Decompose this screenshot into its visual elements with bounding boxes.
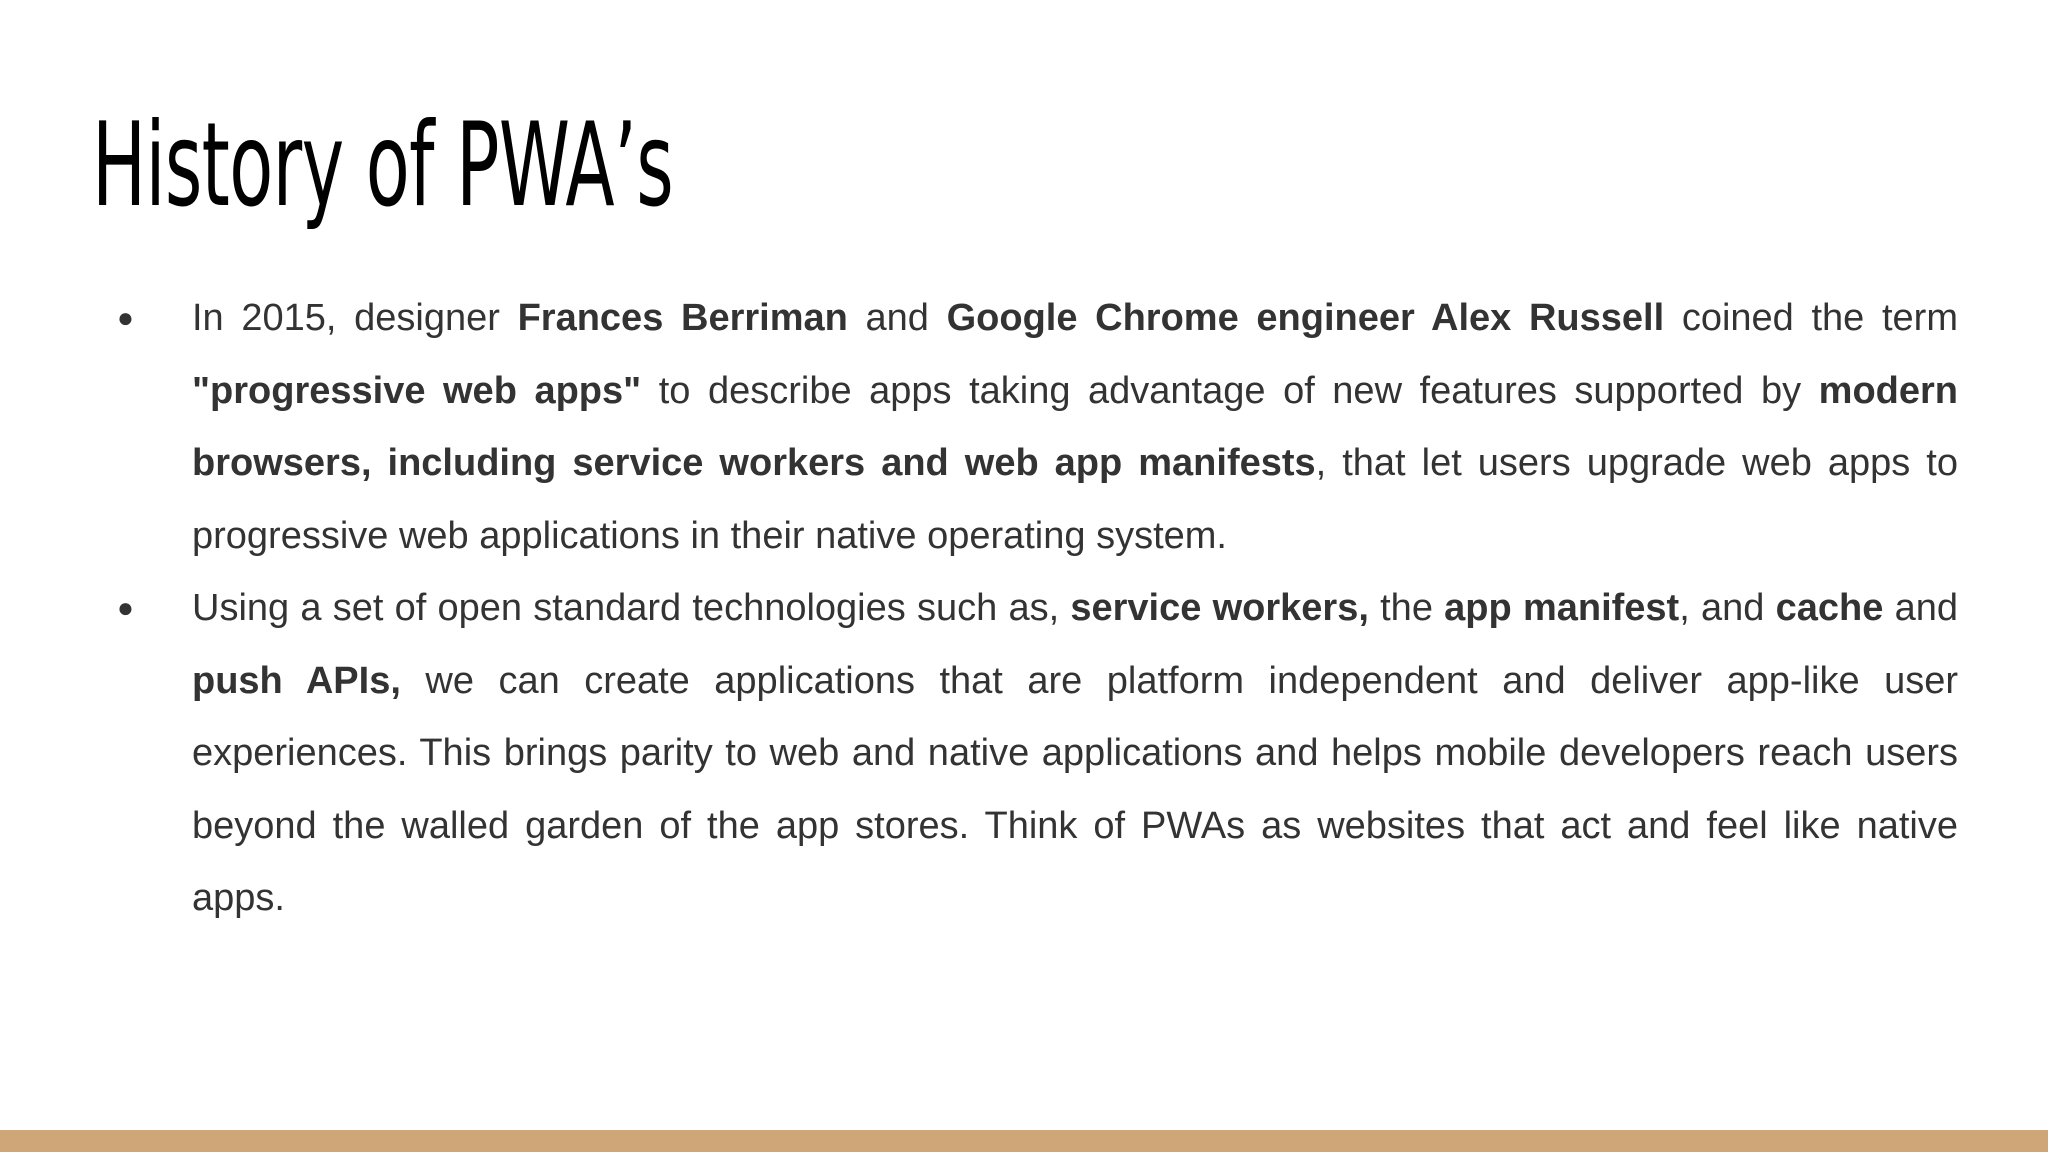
bullet-dot-icon: ●	[117, 592, 134, 623]
bullet-text	[192, 297, 1958, 557]
bullet-dot-icon: ●	[117, 302, 134, 333]
bullet-list	[117, 282, 1959, 935]
bullet-text	[192, 587, 1958, 919]
footer-accent-bar	[0, 1130, 2048, 1152]
text-segment: Using a set of open standard technologies such as,	[192, 587, 1071, 629]
bold-text-segment: Frances Berriman	[517, 297, 848, 339]
bold-text-segment: Google Chrome engineer Alex Russell	[946, 297, 1665, 339]
bold-text-segment: cache	[1775, 587, 1884, 629]
text-segment: and	[847, 297, 947, 339]
bold-text-segment: service workers,	[1070, 587, 1369, 629]
text-segment: the	[1368, 587, 1445, 629]
bold-text-segment: "progressive web apps"	[192, 369, 642, 412]
text-segment: In 2015, designer	[192, 297, 518, 339]
text-segment: , and	[1679, 587, 1776, 629]
bold-text-segment: app manifest	[1444, 587, 1680, 629]
text-segment: coined the term	[1664, 297, 1958, 339]
bold-text-segment: modern browsers, including service workers and web app manifests	[192, 369, 1959, 484]
slide-title: History of PWA’s	[92, 98, 674, 233]
bold-text-segment: push APIs,	[192, 659, 401, 702]
text-segment: to describe apps taking advantage of new features supported by	[641, 369, 1819, 412]
bullet-item	[117, 282, 1959, 572]
text-segment: and	[1883, 587, 1958, 629]
text-segment: , that let users upgrade web apps to progressive web applications in their native operating system.	[192, 442, 1958, 557]
bullet-item	[117, 572, 1958, 935]
text-segment: we can create applications that are platform independent and deliver app-like user experiences. This brings parity to web and native applications and helps mobile developers reach users beyond the walled garden of the app stores. Think of PWAs as websites that act and feel like native apps.	[192, 659, 1958, 919]
